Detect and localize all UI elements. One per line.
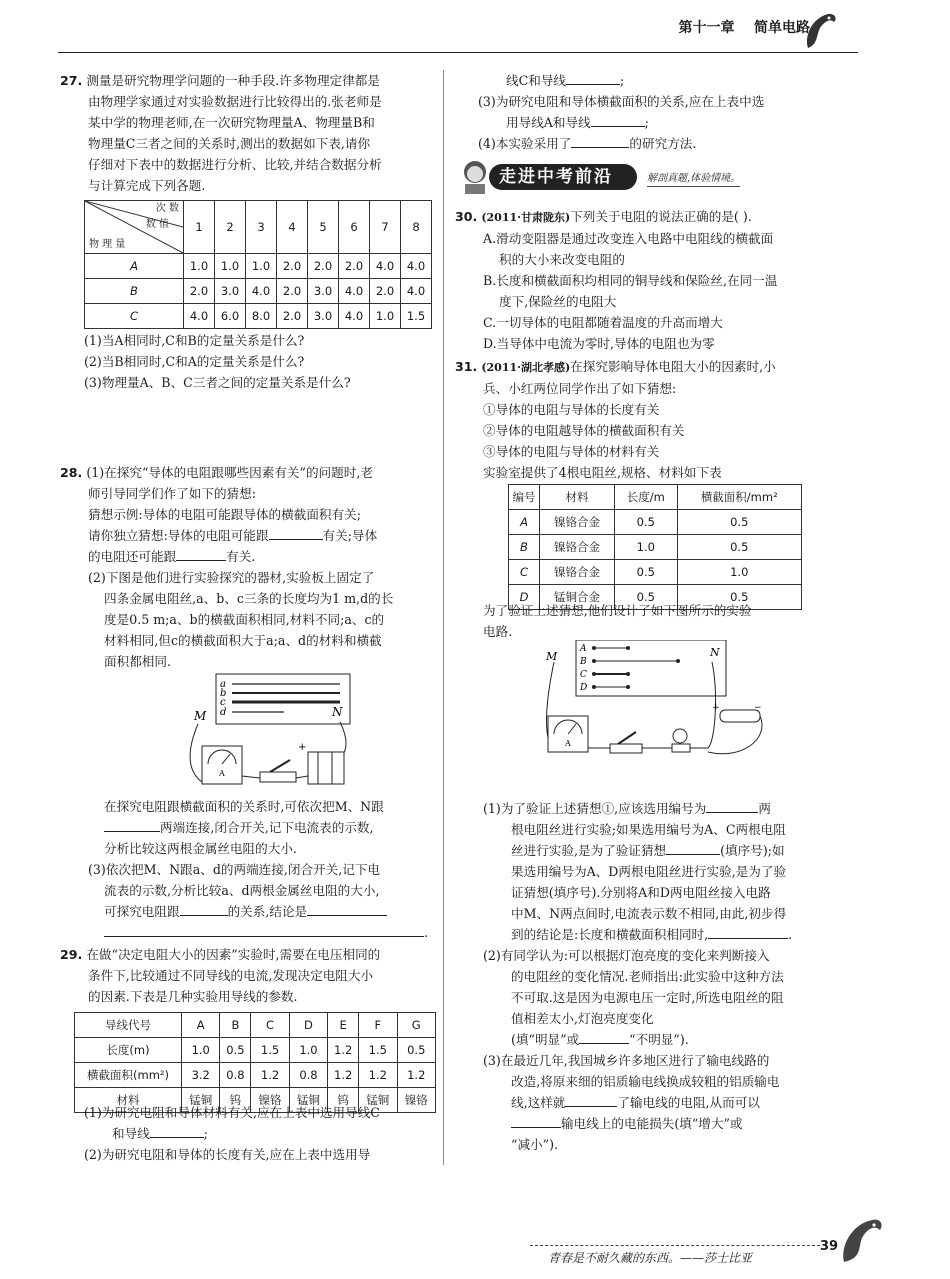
- column-divider: [443, 70, 444, 1165]
- question-31: 31. (2011·湖北孝感)在探究影响导体电阻大小的因素时,小 兵、小红两位同学作出了如下猜想: ①导体的电阻与导体的长度有关 ②导体的电阻越导体的横截面积有关 ③导体的电阻与导体的材料有关 实验室提供了4根电阻丝,规格、材料如下表: [455, 359, 776, 480]
- ammeter-label: A: [219, 769, 225, 778]
- banner-subtitle: 解剖真题,体验情境。: [647, 172, 740, 187]
- q31-subquestions: (1)为了验证上述猜想①,应该选用编号为 两 根电阻丝进行实验;如果选用编号为A、C两根电阻 丝进行实验,是为了验证猜想 (填序号);如 果选用编号为A、D两根电阻丝进行实验,是为了验 证猜想(填序号).分别将A和D两电阻丝接入电路 中M、N两点间时,电流表示数不相同,由此,初步得 到的结论是:长度和横截面积相同时, . (2)有同学认为:可以根据灯泡亮度的变化来判断接入 的电阻丝的变化情况.老师指出:此实验中这种方法 不可取.这是因为电源电压一定时,所选电阻丝的阻 值相差太小,灯泡亮度变化 (填“明显”或 “不明显”). (3)在最近几年,我国城乡许多地区进行了输电线路的 改造,将原来细的铝质输电线换成较粗的铝质输电 线,这样就 了输电线的电阻,从而可以 输电线上的电能损失(填“增大”或 “减小”).: [483, 798, 838, 1155]
- q27-line: 由物理学家通过对实验数据进行比较得出的.张老师是: [88, 94, 382, 109]
- table-row: C 4.0 6.0 8.0 2.0 3.0 4.0 1.0 1.5: [85, 304, 432, 329]
- chapter-header: [679, 18, 811, 39]
- bulb-icon: [673, 729, 687, 743]
- table-row: B 2.0 3.0 4.0 2.0 3.0 4.0 2.0 4.0: [85, 279, 432, 304]
- answer-blank[interactable]: [269, 525, 323, 540]
- answer-blank[interactable]: [104, 817, 160, 832]
- battery-icon: [308, 752, 344, 784]
- q27-sub: (1)当A相同时,C和B的定量关系是什么?: [84, 333, 305, 348]
- table-header-row: 导线代号 A B C D E F G: [75, 1013, 436, 1038]
- dolphin-logo-icon: [800, 8, 840, 54]
- svg-text:A: A: [580, 644, 587, 654]
- table-row: B 镍铬合金 1.0 0.5: [509, 535, 802, 560]
- column-header: 7: [370, 201, 401, 254]
- table-header-row: 编号 材料 长度/m 横截面积/mm²: [509, 485, 802, 510]
- q29-wire-table: [74, 1012, 436, 1113]
- table-row: D 锰铜合金 0.5 0.5: [509, 585, 802, 610]
- column-header: 8: [401, 201, 432, 254]
- q29-subquestions: (1)为研究电阻和导体材料有关,应在上表中选用导线C 和导线 ; (2)为研究电阻和导体的长度有关,应在上表中选用导: [84, 1105, 380, 1162]
- q27-data-table: [84, 200, 432, 329]
- svg-text:D: D: [580, 683, 588, 693]
- ammeter-icon: [202, 746, 242, 784]
- question-28: 28. (1)在探究“导体的电阻跟哪些因素有关”的问题时,老 师引导同学们作了如下的猜想: 猜想示例:导体的电阻可能跟导体的横截面积有关; 请你独立猜想:导体的电阻可能跟 有关;导体 的电阻还可能跟 有关. (2)下图是他们进行实验探究的器材,实验板上固定了 四条金属电阻丝,a、b、c三条的长度均为1 m,d的长 度是0.5 m;a、b的横截面积相同,材料不同;a、c的 材料相同,但c的横截面积大于a;a、d的材料和横截 面积都相同.: [60, 465, 394, 669]
- positive-terminal-label: +: [712, 703, 720, 713]
- table-row: A 1.0 1.0 1.0 2.0 2.0 2.0 4.0 4.0: [85, 254, 432, 279]
- column-header: 4: [277, 201, 308, 254]
- corner-label-top: 次 数: [155, 203, 179, 214]
- corner-label-bottom: 物 理 量: [89, 239, 126, 250]
- q30-number: 30.: [455, 209, 478, 224]
- q31-number: 31.: [455, 359, 478, 374]
- footer-quote: 青春是不耐久藏的东西。——莎士比亚: [548, 1251, 753, 1265]
- column-header: 5: [308, 201, 339, 254]
- column-header: 1: [184, 201, 215, 254]
- q27-number: 27.: [60, 73, 83, 88]
- wire-label: b: [220, 688, 227, 699]
- question-29: 29. 在做“决定电阻大小的因素”实验时,需要在电压相同的 条件下,比较通过不同导线的电流,发现决定电阻大小 的因素.下表是几种实验用导线的参数.: [60, 947, 381, 1004]
- answer-blank[interactable]: [176, 546, 226, 561]
- q27-sub: (3)物理量A、B、C三者之间的定量关系是什么?: [84, 375, 351, 390]
- q28-circuit-figure: [180, 672, 370, 792]
- negative-terminal-label: −: [754, 703, 762, 713]
- table-row: C 镍铬合金 0.5 1.0: [509, 560, 802, 585]
- chapter-title: 简单电路: [754, 20, 810, 36]
- resistance-board: [216, 674, 350, 724]
- switch-icon: [610, 744, 642, 753]
- table-row: A 镍铬合金 0.5 0.5: [509, 510, 802, 535]
- question-27: [60, 70, 432, 196]
- exam-frontier-banner: [455, 160, 775, 194]
- q31-circuit-figure: [540, 640, 770, 772]
- chapter-number: 第十一章: [678, 20, 735, 36]
- q31-resistor-table: [508, 484, 802, 610]
- q31-source: (2011·湖北孝感): [481, 361, 571, 374]
- table-row: 材料 锰铜 钨 镍铬 锰铜 钨 锰铜 镍铬: [75, 1088, 436, 1113]
- q27-subquestions: [84, 330, 434, 393]
- terminal-m-label: M: [194, 709, 207, 723]
- answer-blank[interactable]: [571, 133, 629, 148]
- answer-blank[interactable]: [706, 798, 758, 813]
- footer-rule: [530, 1245, 820, 1246]
- table-corner-cell: [85, 201, 184, 254]
- column-header: 3: [246, 201, 277, 254]
- answer-blank[interactable]: [180, 901, 228, 916]
- header-rule: [58, 52, 858, 53]
- wire-label: c: [220, 697, 226, 708]
- answer-blank[interactable]: [307, 901, 387, 916]
- answer-blank[interactable]: [591, 112, 645, 127]
- column-header: 2: [215, 201, 246, 254]
- positive-terminal-label: +: [298, 742, 307, 753]
- q27-line: 与计算完成下列各题.: [88, 178, 206, 193]
- terminal-n-label: N: [710, 646, 720, 659]
- terminal-n-label: N: [332, 705, 343, 719]
- q27-line: 物理量C三者之间的关系时,测出的数据如下表,请你: [88, 136, 371, 151]
- q29-number: 29.: [60, 947, 83, 962]
- switch-icon: [260, 772, 296, 782]
- q27-line: 测量是研究物理学问题的一种手段.许多物理定律都是: [86, 73, 380, 88]
- table-row: 长度(m) 1.0 0.5 1.5 1.0 1.2 1.5 0.5: [75, 1038, 436, 1063]
- answer-blank[interactable]: [708, 924, 788, 939]
- q30-source: (2011·甘肃陇东): [481, 211, 571, 224]
- terminal-m-label: M: [546, 650, 558, 663]
- answer-blank[interactable]: [565, 1092, 617, 1107]
- q28-continued: 在探究电阻跟横截面积的关系时,可依次把M、N跟 两端连接,闭合开关,记下电流表的示数, 分析比较这两根金属丝电阻的大小. (3)依次把M、N跟a、d的两端连接,闭合开关,记下电 流表的示数,分析比较a、d两根金属丝电阻的大小, 可探究电阻跟 的关系,结论是 .: [88, 799, 429, 940]
- answer-blank[interactable]: [150, 1123, 204, 1138]
- answer-blank[interactable]: [104, 922, 424, 937]
- banner-title: 走进中考前沿: [499, 167, 613, 187]
- ammeter-label: A: [565, 739, 571, 748]
- answer-blank[interactable]: [579, 1029, 629, 1044]
- column-header: 6: [339, 201, 370, 254]
- answer-blank[interactable]: [511, 1113, 561, 1128]
- q27-sub: (2)当B相同时,C和A的定量关系是什么?: [84, 354, 305, 369]
- svg-text:C: C: [580, 670, 587, 680]
- q27-line: 某中学的物理老师,在一次研究物理量A、物理量B和: [88, 115, 375, 130]
- q28-number: 28.: [60, 465, 83, 480]
- wire-label: a: [220, 679, 226, 690]
- answer-blank[interactable]: [666, 840, 720, 855]
- answer-blank[interactable]: [566, 70, 620, 85]
- page-number: 39: [820, 1239, 839, 1254]
- q31-intro-figure: 为了验证上述猜想,他们设计了如下图所示的实验 电路.: [483, 603, 752, 639]
- q29-continued: 线C和导线 ; (3)为研究电阻和导体横截面积的关系,应在上表中选 用导线A和导线 ; (4)本实验采用了 的研究方法.: [478, 70, 838, 154]
- svg-text:B: B: [580, 657, 587, 667]
- question-30: 30. (2011·甘肃陇东)下列关于电阻的说法正确的是( ). A.滑动变阻器是通过改变连入电路中电阻线的横截面 积的大小来改变电阻的 B.长度和横截面积均相同的铜导线和保险丝,在同一温 度下,保险丝的电阻大 C.一切导体的电阻都随着温度的升高而增大 D.当导体中电流为零时,导体的电阻也为零: [455, 209, 778, 351]
- corner-label-mid: 数 值: [145, 219, 169, 230]
- dolphin-footer-icon: [838, 1212, 888, 1268]
- wire-label: d: [220, 707, 227, 718]
- table-row: 横截面积(mm²) 3.2 0.8 1.2 0.8 1.2 1.2 1.2: [75, 1063, 436, 1088]
- q27-line: 仔细对下表中的数据进行分析、比较,并结合数据分析: [88, 157, 382, 172]
